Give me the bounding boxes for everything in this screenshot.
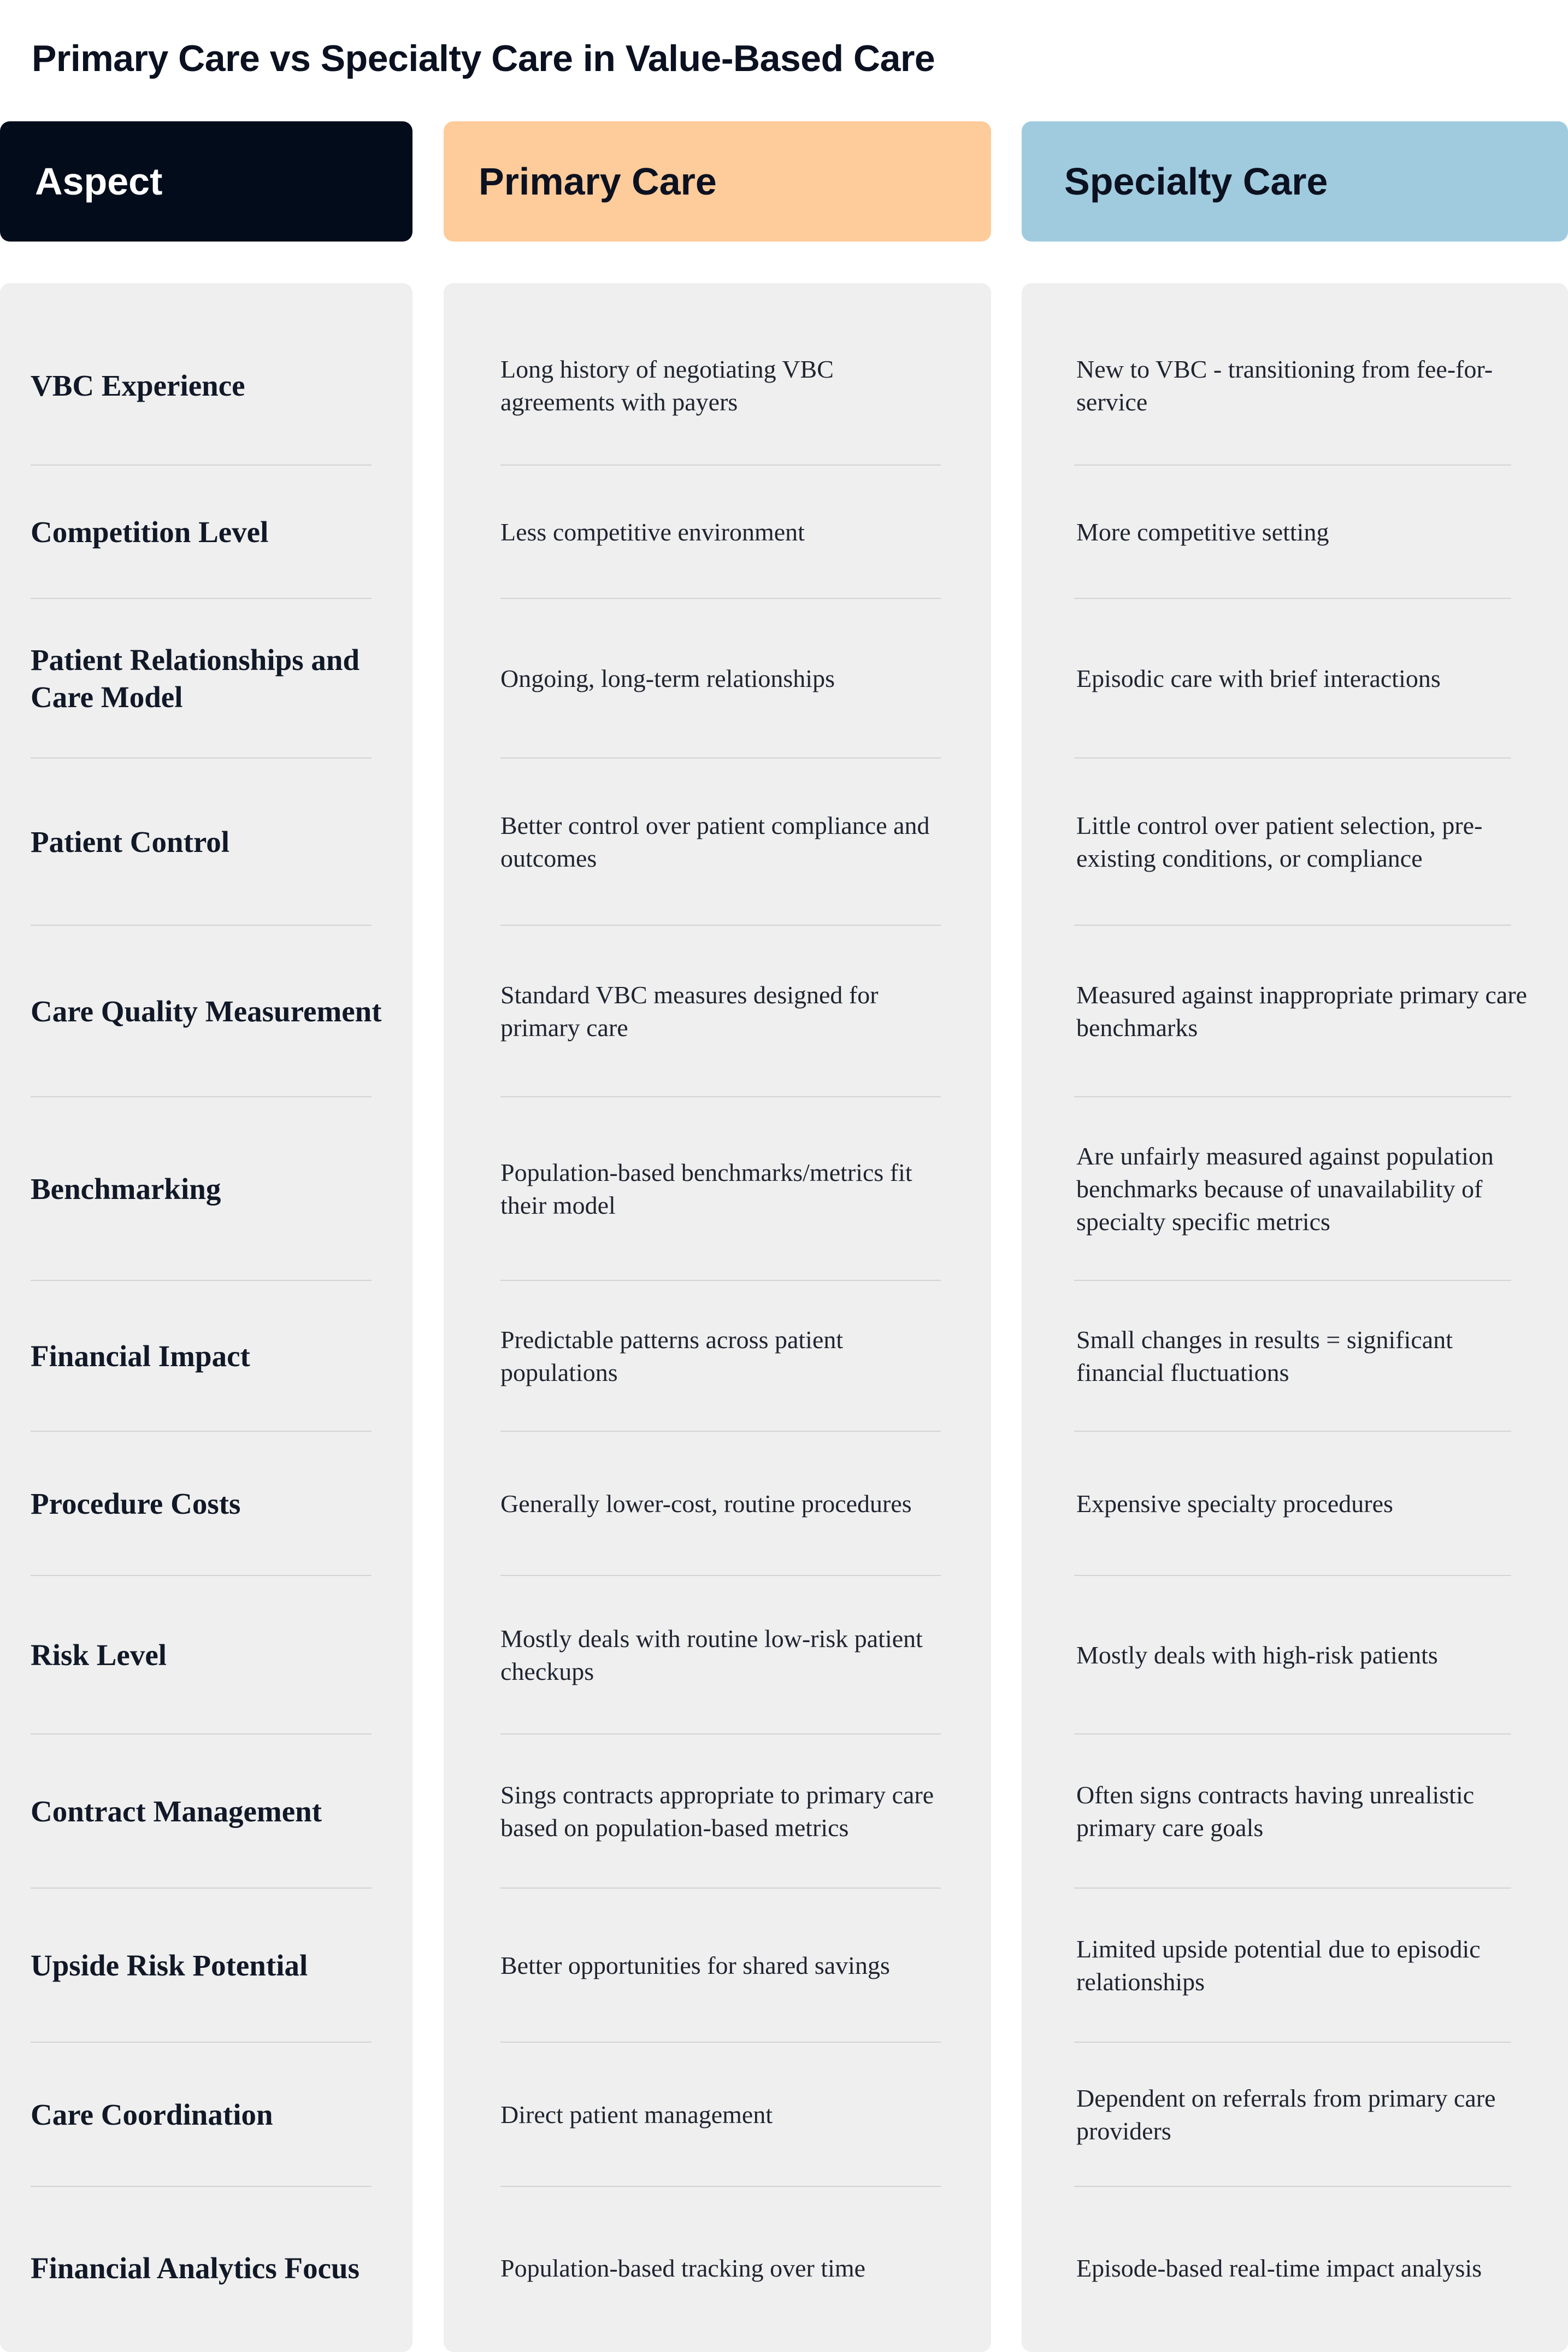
primary-care-cell [500, 1576, 954, 1734]
specialty-care-cell [1076, 1889, 1546, 2043]
aspect-cell-text: Upside Risk Potential [31, 1949, 308, 1982]
primary-care-cell-text: Less competitive environment [500, 518, 805, 546]
specialty-care-cell-text: Often signs contracts having unrealistic primary care goals [1076, 1781, 1475, 1842]
primary-care-cell-text: Better opportunities for shared savings [500, 1951, 890, 1979]
specialty-care-cell-text: Dependent on referrals from primary care providers [1076, 2084, 1496, 2145]
primary-care-cell-text: Generally lower-cost, routine procedures [500, 1490, 912, 1518]
aspect-cell-text: Financial Analytics Focus [31, 2251, 359, 2285]
aspect-cell [31, 1734, 391, 1889]
specialty-care-cell [1076, 1734, 1546, 1889]
specialty-care-cell [1076, 2043, 1546, 2187]
specialty-care-cell-text: Episode-based real-time impact analysis [1076, 2254, 1482, 2282]
specialty-care-cell [1076, 758, 1546, 926]
table-row [0, 599, 1568, 758]
specialty-care-cell-text: Expensive specialty procedures [1076, 1490, 1393, 1518]
aspect-cell [31, 1576, 391, 1734]
primary-care-cell [500, 758, 954, 926]
header-primary-care-label: Primary Care [479, 160, 717, 203]
specialty-care-cell [1076, 2187, 1546, 2350]
primary-care-cell-text: Long history of negotiating VBC agreements with payers [500, 355, 834, 416]
aspect-cell [31, 1097, 391, 1281]
aspect-cell [31, 1432, 391, 1576]
primary-care-cell-text: Population-based benchmarks/metrics fit their model [500, 1159, 912, 1219]
table-row [0, 2187, 1568, 2350]
specialty-care-cell-text: Are unfairly measured against population benchmarks because of unavailability of specialty specific metrics [1076, 1142, 1494, 1236]
primary-care-cell [500, 1281, 954, 1432]
aspect-cell [31, 2187, 391, 2350]
table-row [0, 1281, 1568, 1432]
aspect-cell [31, 466, 391, 599]
table-row [0, 1734, 1568, 1889]
primary-care-cell-text: Standard VBC measures designed for primary care [500, 981, 879, 1042]
aspect-cell [31, 1281, 391, 1432]
specialty-care-cell-text: Mostly deals with high-risk patients [1076, 1641, 1438, 1669]
primary-care-cell [500, 1432, 954, 1576]
header-aspect [0, 121, 412, 242]
table-row [0, 1432, 1568, 1576]
primary-care-cell-text: Direct patient management [500, 2101, 773, 2128]
specialty-care-cell-text: Small changes in results = significant financial fluctuations [1076, 1326, 1453, 1386]
specialty-care-cell [1076, 1281, 1546, 1432]
specialty-care-cell-text: Episodic care with brief interactions [1076, 665, 1441, 692]
primary-care-cell [500, 1097, 954, 1281]
specialty-care-cell-text: Measured against inappropriate primary care benchmarks [1076, 981, 1528, 1042]
aspect-cell [31, 758, 391, 926]
aspect-cell-text: Patient Relationships and Care Model [31, 643, 360, 714]
header-specialty-care-label: Specialty Care [1064, 160, 1328, 203]
specialty-care-cell-text: More competitive setting [1076, 518, 1329, 546]
table-row [0, 1097, 1568, 1281]
primary-care-cell [500, 926, 954, 1097]
primary-care-cell [500, 599, 954, 758]
table-row [0, 306, 1568, 466]
specialty-care-cell [1076, 466, 1546, 599]
table-row [0, 926, 1568, 1097]
specialty-care-cell [1076, 1576, 1546, 1734]
aspect-cell [31, 599, 391, 758]
aspect-cell-text: Patient Control [31, 825, 230, 859]
aspect-cell-text: Risk Level [31, 1638, 167, 1672]
specialty-care-cell [1076, 306, 1546, 466]
specialty-care-cell [1076, 1097, 1546, 1281]
aspect-cell-text: Care Quality Measurement [31, 995, 382, 1028]
aspect-cell [31, 1889, 391, 2043]
specialty-care-cell [1076, 926, 1546, 1097]
table-row [0, 758, 1568, 926]
primary-care-cell [500, 2187, 954, 2350]
primary-care-cell [500, 306, 954, 466]
header-aspect-label: Aspect [35, 160, 163, 203]
specialty-care-cell [1076, 1432, 1546, 1576]
table-row [0, 1576, 1568, 1734]
header-specialty-care [1022, 121, 1568, 242]
primary-care-cell-text: Sings contracts appropriate to primary care based on population-based metrics [500, 1781, 934, 1842]
specialty-care-cell-text: Little control over patient selection, pre-existing conditions, or compliance [1076, 812, 1483, 872]
aspect-cell-text: Benchmarking [31, 1172, 221, 1206]
table-row [0, 2043, 1568, 2187]
primary-care-cell [500, 1889, 954, 2043]
table-row [0, 1889, 1568, 2043]
specialty-care-cell-text: Limited upside potential due to episodic relationships [1076, 1935, 1481, 1996]
aspect-cell-text: VBC Experience [31, 369, 245, 402]
header-primary-care [444, 121, 991, 242]
aspect-cell [31, 2043, 391, 2187]
page-title: Primary Care vs Specialty Care in Value-Based Care [32, 38, 935, 79]
primary-care-cell-text: Population-based tracking over time [500, 2254, 866, 2282]
primary-care-cell-text: Mostly deals with routine low-risk patient checkups [500, 1625, 923, 1685]
specialty-care-cell [1076, 599, 1546, 758]
primary-care-cell [500, 1734, 954, 1889]
aspect-cell-text: Contract Management [31, 1795, 322, 1828]
primary-care-cell-text: Better control over patient compliance and outcomes [500, 812, 930, 872]
primary-care-cell-text: Predictable patterns across patient populations [500, 1326, 844, 1386]
aspect-cell [31, 926, 391, 1097]
aspect-cell-text: Care Coordination [31, 2098, 273, 2131]
aspect-cell-text: Procedure Costs [31, 1487, 241, 1520]
specialty-care-cell-text: New to VBC - transitioning from fee-for-service [1076, 355, 1493, 416]
aspect-cell-text: Financial Impact [31, 1339, 250, 1373]
aspect-cell [31, 306, 391, 466]
primary-care-cell [500, 2043, 954, 2187]
primary-care-cell [500, 466, 954, 599]
table-row [0, 466, 1568, 599]
primary-care-cell-text: Ongoing, long-term relationships [500, 665, 835, 692]
aspect-cell-text: Competition Level [31, 515, 269, 549]
